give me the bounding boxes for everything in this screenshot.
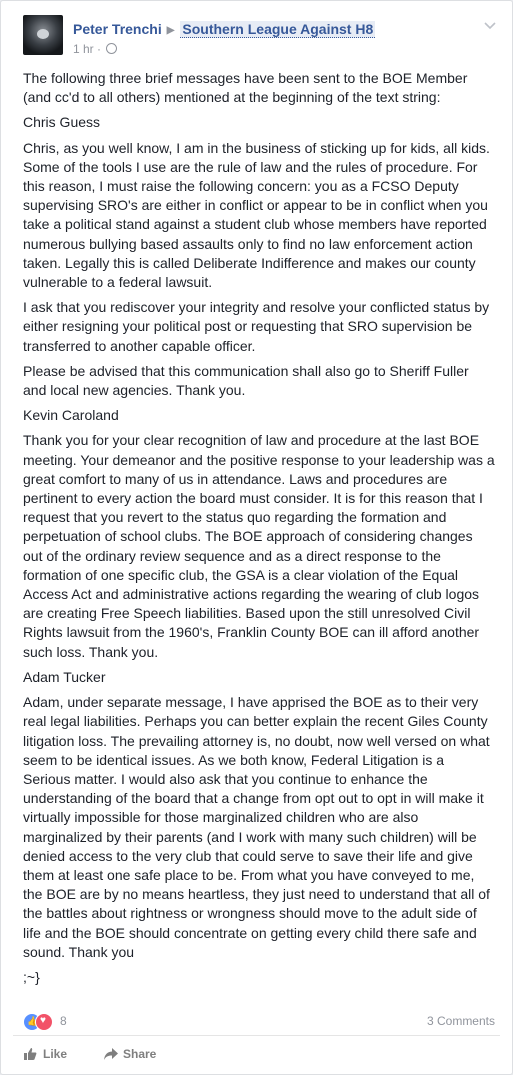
post-timestamp[interactable]: 1 hr <box>73 42 94 56</box>
author-avatar[interactable] <box>23 15 63 55</box>
like-button[interactable] <box>23 1047 67 1061</box>
author-name[interactable]: Peter Trenchi <box>73 21 162 37</box>
post-paragraph: Please be advised that this communication shall also go to Sheriff Fuller and local new agencies. Thank you. <box>23 362 469 399</box>
divider <box>13 1035 500 1036</box>
love-reaction-icon[interactable] <box>35 1013 53 1031</box>
reaction-count[interactable]: 8 <box>60 1014 67 1028</box>
post-paragraph: I ask that you rediscover your integrity and resolve your conflicted status by either resigning your political post or requesting that SRO supervision be transferred to another capable officer. <box>23 299 490 354</box>
post-header <box>23 15 498 63</box>
group-link[interactable]: Southern League Against H8 <box>182 21 374 37</box>
post-paragraph: Chris, as you well know, I am in the business of sticking up for kids, all kids. Some of the tools I use are the rule of law and the rules of procedure. For this reason, I must raise the following concern: you as a FCSO Deputy supervising SRO's are either in conflict or appear to be in conflict when you take a political stand against a student club whose members have reported numerous bullying based assaults only to find no law enforcement action taken. Legally this is called Deliberate Indifference and makes our county vulnerable to a federal lawsuit. <box>23 139 490 291</box>
post-body <box>23 69 495 993</box>
share-arrow-icon <box>103 1047 117 1061</box>
recipient-name: Kevin Caroland <box>23 407 119 424</box>
reactions-bar <box>23 1011 495 1033</box>
post-signoff: ;~} <box>23 968 40 985</box>
chevron-down-icon[interactable] <box>484 19 494 29</box>
recipient-name: Adam Tucker <box>23 668 106 685</box>
like-label: Like <box>43 1047 68 1061</box>
post-paragraph: The following three brief messages have been sent to the BOE Member (and cc'd to all others) mentioned at the beginning of the text string: <box>23 70 468 106</box>
share-label: Share <box>123 1047 157 1061</box>
globe-icon <box>106 43 117 54</box>
post-paragraph: Thank you for your clear recognition of law and procedure at the last BOE meeting. Your demeanor and the positive response to your leadership was a great comfort to many of us in attendance. Laws and procedures are pertinent to every action the board must consider. It is for this reason that I request that you revert to the status quo regarding the formation and perpetuation of school clubs. The BOE approach of considering changes out of the ordinary review sequence and as a direct response to the formation of one specific club, the GSA is a clear violation of the Equal Access Act and administrative actions regarding the wearing of club logos are creating Free Speech liabilities. Based upon the still unresolved Civil Rights lawsuit from the 1960's, Franklin County BOE can ill afford another such loss. Thank you. <box>23 432 495 660</box>
author-line <box>73 21 375 37</box>
action-bar <box>23 1045 495 1065</box>
thumbs-up-icon <box>23 1047 37 1061</box>
recipient-name: Chris Guess <box>23 114 101 131</box>
post-meta: 1 hr · <box>73 42 117 56</box>
share-button[interactable] <box>103 1047 156 1061</box>
comments-count[interactable]: 3 Comments <box>426 1014 495 1028</box>
triangle-right-icon: ▶ <box>166 25 175 36</box>
post-paragraph: Adam, under separate message, I have apprised the BOE as to their very real legal liabilities. Perhaps you can better explain the recent Giles County litigation loss. The prevailing attorney is, no doubt, now well versed on what seem to be identical issues. As we both know, Federal Litigation is a Serious matter. I would also ask that you continue to enhance the understanding of the board that a change from opt out to opt in will make it virtually impossible for those marginalized children who are also marginalized by their parents (and I work with many such children) will be denied access to the very club that could serve to save their life and give them at least one safe place to be. From what you have conveyed to me, the BOE are by no means heartless, they just need to understand that all of the battles about rightness or wrongness should move to the adult side of life and the BOE should concentrate on getting every child there safe and sound. Thank you <box>23 694 490 960</box>
